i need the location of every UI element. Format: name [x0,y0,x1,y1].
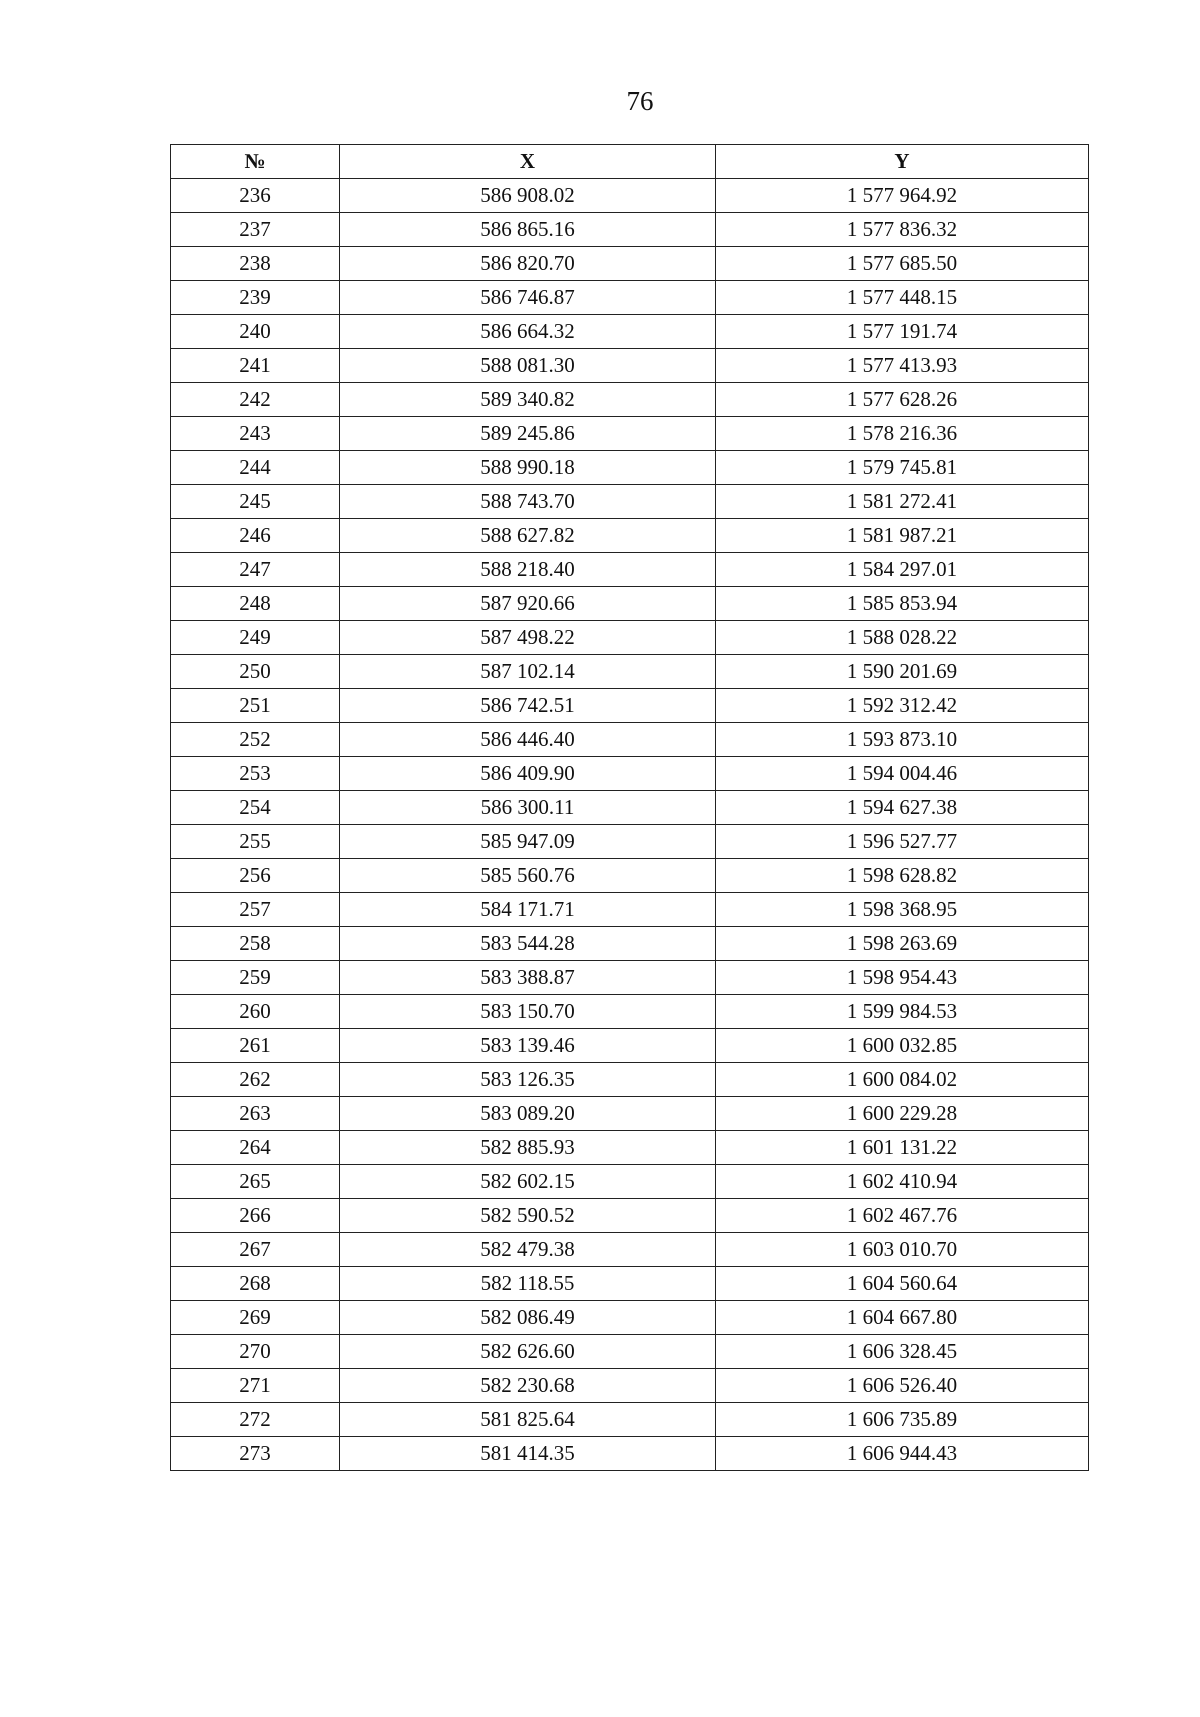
point-number-cell: 272 [171,1403,340,1437]
table-row [171,451,1089,485]
point-number-cell: 261 [171,1029,340,1063]
point-number-cell: 259 [171,961,340,995]
point-number-cell: 255 [171,825,340,859]
y-coordinate-cell: 1 600 032.85 [716,1029,1089,1063]
x-coordinate-cell: 583 150.70 [340,995,716,1029]
y-coordinate-cell: 1 606 328.45 [716,1335,1089,1369]
x-coordinate-cell: 583 544.28 [340,927,716,961]
page-number: 76 [626,86,654,116]
y-coordinate-cell: 1 577 448.15 [716,281,1089,315]
table-row [171,1335,1089,1369]
table-row [171,655,1089,689]
y-coordinate-cell: 1 606 526.40 [716,1369,1089,1403]
y-coordinate-cell: 1 599 984.53 [716,995,1089,1029]
point-number-cell: 250 [171,655,340,689]
x-coordinate-cell: 588 627.82 [340,519,716,553]
point-number-cell: 251 [171,689,340,723]
table-row [171,587,1089,621]
point-number-cell: 265 [171,1165,340,1199]
x-coordinate-cell: 582 479.38 [340,1233,716,1267]
point-number-cell: 248 [171,587,340,621]
point-number-cell: 264 [171,1131,340,1165]
table-row [171,1029,1089,1063]
x-coordinate-cell: 586 746.87 [340,281,716,315]
point-number-cell: 247 [171,553,340,587]
point-number-cell: 257 [171,893,340,927]
point-number-cell: 263 [171,1097,340,1131]
table-row [171,1369,1089,1403]
x-coordinate-cell: 583 089.20 [340,1097,716,1131]
y-coordinate-cell: 1 600 084.02 [716,1063,1089,1097]
y-coordinate-cell: 1 577 836.32 [716,213,1089,247]
y-coordinate-cell: 1 579 745.81 [716,451,1089,485]
y-coordinate-cell: 1 598 954.43 [716,961,1089,995]
x-coordinate-cell: 588 218.40 [340,553,716,587]
point-number-cell: 273 [171,1437,340,1471]
table-row [171,723,1089,757]
y-coordinate-cell: 1 604 667.80 [716,1301,1089,1335]
y-coordinate-cell: 1 598 628.82 [716,859,1089,893]
x-coordinate-cell: 586 820.70 [340,247,716,281]
x-coordinate-cell: 585 560.76 [340,859,716,893]
x-coordinate-cell: 583 126.35 [340,1063,716,1097]
x-coordinate-cell: 589 245.86 [340,417,716,451]
header-x: X [340,145,716,179]
table-row [171,791,1089,825]
y-coordinate-cell: 1 602 410.94 [716,1165,1089,1199]
x-coordinate-cell: 582 626.60 [340,1335,716,1369]
x-coordinate-cell: 582 602.15 [340,1165,716,1199]
header-number: № [171,145,340,179]
x-coordinate-cell: 582 230.68 [340,1369,716,1403]
point-number-cell: 268 [171,1267,340,1301]
y-coordinate-cell: 1 581 272.41 [716,485,1089,519]
x-coordinate-cell: 586 446.40 [340,723,716,757]
point-number-cell: 240 [171,315,340,349]
table-row [171,995,1089,1029]
x-coordinate-cell: 588 743.70 [340,485,716,519]
y-coordinate-cell: 1 578 216.36 [716,417,1089,451]
y-coordinate-cell: 1 601 131.22 [716,1131,1089,1165]
table-row [171,1437,1089,1471]
y-coordinate-cell: 1 590 201.69 [716,655,1089,689]
point-number-cell: 266 [171,1199,340,1233]
coordinates-table [170,144,1089,1471]
x-coordinate-cell: 589 340.82 [340,383,716,417]
point-number-cell: 271 [171,1369,340,1403]
y-coordinate-cell: 1 594 627.38 [716,791,1089,825]
y-coordinate-cell: 1 602 467.76 [716,1199,1089,1233]
y-coordinate-cell: 1 581 987.21 [716,519,1089,553]
y-coordinate-cell: 1 577 191.74 [716,315,1089,349]
x-coordinate-cell: 581 414.35 [340,1437,716,1471]
y-coordinate-cell: 1 604 560.64 [716,1267,1089,1301]
y-coordinate-cell: 1 603 010.70 [716,1233,1089,1267]
table-row [171,1233,1089,1267]
y-coordinate-cell: 1 593 873.10 [716,723,1089,757]
x-coordinate-cell: 586 664.32 [340,315,716,349]
table-row [171,281,1089,315]
table-row [171,1097,1089,1131]
x-coordinate-cell: 586 742.51 [340,689,716,723]
x-coordinate-cell: 586 409.90 [340,757,716,791]
point-number-cell: 242 [171,383,340,417]
point-number-cell: 238 [171,247,340,281]
table-row [171,1165,1089,1199]
y-coordinate-cell: 1 588 028.22 [716,621,1089,655]
table-row [171,621,1089,655]
table-row [171,247,1089,281]
table-row [171,349,1089,383]
point-number-cell: 244 [171,451,340,485]
table-row [171,927,1089,961]
point-number-cell: 267 [171,1233,340,1267]
point-number-cell: 269 [171,1301,340,1335]
y-coordinate-cell: 1 596 527.77 [716,825,1089,859]
table-row [171,485,1089,519]
x-coordinate-cell: 582 885.93 [340,1131,716,1165]
x-coordinate-cell: 581 825.64 [340,1403,716,1437]
table-row [171,1301,1089,1335]
point-number-cell: 243 [171,417,340,451]
table-row [171,553,1089,587]
point-number-cell: 258 [171,927,340,961]
point-number-cell: 236 [171,179,340,213]
table-row [171,1267,1089,1301]
point-number-cell: 241 [171,349,340,383]
x-coordinate-cell: 587 920.66 [340,587,716,621]
table-row [171,1403,1089,1437]
point-number-cell: 237 [171,213,340,247]
y-coordinate-cell: 1 598 263.69 [716,927,1089,961]
y-coordinate-cell: 1 606 735.89 [716,1403,1089,1437]
y-coordinate-cell: 1 577 964.92 [716,179,1089,213]
table-row [171,825,1089,859]
x-coordinate-cell: 588 990.18 [340,451,716,485]
table-row [171,1131,1089,1165]
y-coordinate-cell: 1 577 413.93 [716,349,1089,383]
x-coordinate-cell: 583 388.87 [340,961,716,995]
table-row [171,1199,1089,1233]
point-number-cell: 249 [171,621,340,655]
y-coordinate-cell: 1 585 853.94 [716,587,1089,621]
y-coordinate-cell: 1 600 229.28 [716,1097,1089,1131]
table-body [171,179,1089,1471]
point-number-cell: 262 [171,1063,340,1097]
point-number-cell: 260 [171,995,340,1029]
table-row [171,893,1089,927]
x-coordinate-cell: 588 081.30 [340,349,716,383]
x-coordinate-cell: 582 086.49 [340,1301,716,1335]
point-number-cell: 256 [171,859,340,893]
point-number-cell: 252 [171,723,340,757]
table-row [171,213,1089,247]
y-coordinate-cell: 1 594 004.46 [716,757,1089,791]
x-coordinate-cell: 582 590.52 [340,1199,716,1233]
table-row [171,179,1089,213]
x-coordinate-cell: 582 118.55 [340,1267,716,1301]
y-coordinate-cell: 1 606 944.43 [716,1437,1089,1471]
table-row [171,383,1089,417]
x-coordinate-cell: 586 908.02 [340,179,716,213]
y-coordinate-cell: 1 577 628.26 [716,383,1089,417]
table-row [171,1063,1089,1097]
x-coordinate-cell: 586 300.11 [340,791,716,825]
point-number-cell: 246 [171,519,340,553]
x-coordinate-cell: 587 498.22 [340,621,716,655]
x-coordinate-cell: 583 139.46 [340,1029,716,1063]
header-y: Y [716,145,1089,179]
x-coordinate-cell: 585 947.09 [340,825,716,859]
point-number-cell: 239 [171,281,340,315]
x-coordinate-cell: 586 865.16 [340,213,716,247]
table-row [171,689,1089,723]
point-number-cell: 253 [171,757,340,791]
y-coordinate-cell: 1 598 368.95 [716,893,1089,927]
table-row [171,315,1089,349]
x-coordinate-cell: 584 171.71 [340,893,716,927]
x-coordinate-cell: 587 102.14 [340,655,716,689]
point-number-cell: 254 [171,791,340,825]
table-row [171,859,1089,893]
point-number-cell: 270 [171,1335,340,1369]
table-row [171,417,1089,451]
y-coordinate-cell: 1 577 685.50 [716,247,1089,281]
header-row [171,145,1089,179]
table-row [171,961,1089,995]
y-coordinate-cell: 1 592 312.42 [716,689,1089,723]
table-row [171,757,1089,791]
point-number-cell: 245 [171,485,340,519]
table-row [171,519,1089,553]
table-header [171,145,1089,179]
y-coordinate-cell: 1 584 297.01 [716,553,1089,587]
